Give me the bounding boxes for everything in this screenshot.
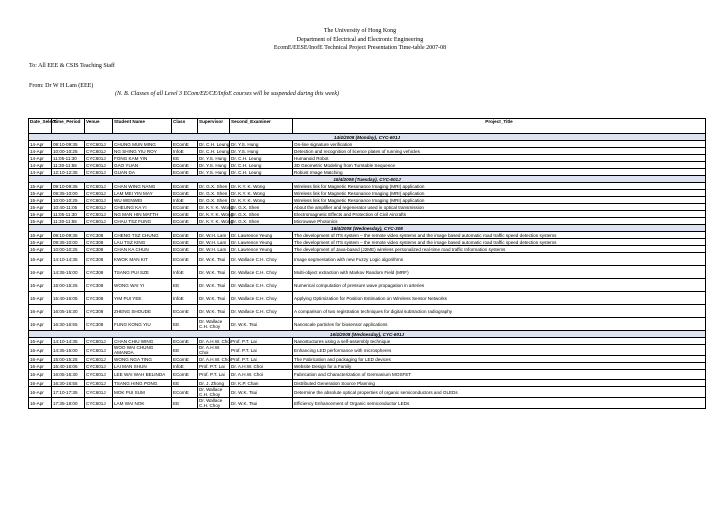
- cell-examiner: Dr. Lawrence Yeung: [230, 239, 293, 246]
- cell-student: KWOK MAN KIT: [113, 253, 172, 266]
- cell-student: WOO WAI CHUNG AMANDA: [113, 345, 172, 356]
- cell-time: 16:30-16:55: [52, 318, 85, 331]
- cell-time: 11:30-11:55: [52, 218, 85, 225]
- cell-supervisor: Dr. W.H. Lam: [198, 246, 230, 253]
- cell-supervisor: Dr. K.Y. K. Wong: [199, 211, 234, 217]
- cell-date: 16-Apr: [29, 279, 52, 292]
- cell-date: 16-Apr: [29, 305, 52, 318]
- cell-student: MOK PUI SUM: [113, 387, 172, 398]
- cell-examiner: Prof. P.T. Lai: [230, 345, 293, 356]
- col-header-class: Class: [172, 119, 198, 134]
- table-row: [29, 253, 706, 266]
- section-title: 15/4/2008 (Tuesday), CYC-601J: [29, 176, 706, 183]
- table-row: [29, 292, 706, 305]
- cell-student: CHENG TSZ CHUNG: [113, 232, 172, 239]
- cell-venue: CYC308: [85, 292, 113, 305]
- cell-class: EE: [172, 380, 198, 387]
- cell-venue: CYC308: [85, 253, 113, 266]
- cell-venue: CYC601J: [85, 398, 113, 409]
- cell-time: 09:10-09:35: [52, 183, 85, 190]
- cell-supervisor: Prof. P.T. Lai: [198, 370, 230, 380]
- cell-class: EE: [172, 279, 198, 292]
- table-row: [29, 190, 706, 197]
- table-row: [29, 204, 706, 211]
- cell-date: 16-Apr: [29, 253, 52, 266]
- cell-supervisor: Dr. A.H.W. Choi: [199, 338, 231, 344]
- table-row: [29, 398, 706, 409]
- cell-time: 09:35-10:00: [52, 239, 85, 246]
- cell-venue: CYC601J: [85, 370, 113, 380]
- cell-student: WONG WAI YI: [113, 279, 172, 292]
- cell-time: 15:40-16:05: [52, 292, 85, 305]
- col-header-date: Date_Select: [29, 119, 52, 134]
- cell-date: 16-Apr: [29, 266, 52, 279]
- table-row: [29, 370, 706, 380]
- section-header: [29, 331, 706, 338]
- cell-venue: CYC601J: [85, 363, 113, 370]
- cell-venue: CYC308: [85, 239, 113, 246]
- cell-time: 15:40-16:05: [52, 363, 85, 370]
- cell-time: 14:10-14:35: [52, 253, 85, 266]
- cell-class: EComE: [172, 239, 198, 246]
- cell-supervisor: Dr. G.X. Shen: [198, 190, 230, 197]
- cell-student: FONG KAM YIN: [113, 155, 172, 162]
- table-row: [29, 380, 706, 387]
- table-row: [29, 197, 706, 204]
- table-row: [29, 363, 706, 370]
- cell-examiner: Dr. Wallace C.H. Choy: [230, 292, 293, 305]
- cell-time: 17:35-18:00: [52, 398, 85, 409]
- cell-date: 16-Apr: [29, 318, 52, 331]
- cell-student: YIM PUI YEE: [113, 292, 172, 305]
- cell-examiner: Dr. Lawrence Yeung: [230, 232, 293, 239]
- col-header-supervisor: Supervisor: [198, 119, 230, 134]
- cell-title: 3D Geometric Modeling from Turntable Sequence: [293, 162, 706, 169]
- cell-examiner: Dr. C.H. Leung: [230, 155, 293, 162]
- cell-supervisor: Prof. P.T. Lai: [198, 363, 230, 370]
- memo-to: To: All EEE & CSIS Teaching Staff: [29, 63, 115, 69]
- document-title: EcomE/EESE/InofE Technical Project Presentation Time-table 2007-08: [273, 45, 447, 51]
- table-row: [29, 211, 706, 218]
- cell-class: EComE: [172, 190, 198, 197]
- cell-title: Nanostuctures using a self-assembly technique: [293, 338, 706, 345]
- cell-examiner: Dr. W.K. Tsui: [230, 398, 293, 409]
- cell-supervisor: Dr. Y.S. Hung: [198, 155, 230, 162]
- cell-supervisor: Dr. C.H. Leung: [199, 148, 230, 154]
- cell-title: Wireless link for Magnetic Resonance Imaging (MRI) application: [293, 183, 706, 190]
- cell-title: Multi-object extraction with Markov Random Field (MRF): [293, 266, 706, 279]
- col-header-time: Time_Period: [52, 119, 85, 134]
- cell-venue: CYC601J: [85, 197, 113, 204]
- header-row: [29, 119, 706, 134]
- cell-student: CHEUNG KA YI: [113, 204, 172, 211]
- cell-date: 16-Apr: [29, 387, 52, 398]
- cell-date: 15-Apr: [29, 197, 52, 204]
- cell-class: EComE: [172, 356, 198, 363]
- cell-examiner: Dr. Wallace C.H. Choy: [230, 266, 293, 279]
- cell-venue: CYC601J: [85, 211, 113, 218]
- cell-supervisor: Dr. W.K. Tsui: [198, 305, 230, 318]
- cell-class: InfoE: [172, 292, 198, 305]
- table-row: [29, 141, 706, 148]
- cell-supervisor: Dr. W.K. Tsui: [198, 292, 230, 305]
- cell-venue: CYC601J: [85, 162, 113, 169]
- cell-student: NG MAN HIN MATTH: [113, 211, 172, 218]
- cell-title: Robust Image Matching: [293, 169, 706, 176]
- cell-student: LAM MEI YIN MAY: [113, 190, 172, 197]
- cell-venue: CYC601J: [85, 183, 113, 190]
- cell-title: Determine the absolute optical properties of organic semiconductors and OLEDs: [293, 387, 706, 398]
- cell-supervisor: Dr. G.X. Shen: [198, 197, 230, 204]
- cell-title: Wireless link for Magnetic Resonance Imaging (MRI) application: [293, 197, 706, 204]
- cell-venue: CYC601J: [85, 338, 113, 345]
- cell-student: ZHENG SHOUDE: [113, 305, 172, 318]
- cell-student: LAM WAI NOK: [113, 398, 172, 409]
- table-row: [29, 246, 706, 253]
- cell-supervisor: Dr. W.K. Tsui: [198, 279, 230, 292]
- cell-date: 16-Apr: [29, 363, 52, 370]
- col-header-title: Project_Title: [293, 119, 706, 134]
- cell-title: Humanoid Robot: [293, 155, 706, 162]
- cell-time: 12:10-12:35: [52, 169, 85, 176]
- memo-note: (N. B. Classes of all Level 3 ECom/EE/CE/InfoE courses will be suspended during this week): [115, 91, 339, 97]
- cell-supervisor: Dr. K.Y. K. Wong: [199, 218, 234, 224]
- cell-venue: CYC308: [85, 305, 113, 318]
- cell-class: EComE: [172, 141, 198, 148]
- table-row: [29, 169, 706, 176]
- cell-class: InfoE: [172, 197, 198, 204]
- cell-venue: CYC601J: [85, 380, 113, 387]
- table-row: [29, 318, 706, 331]
- col-header-examiner: Second_Examiner: [230, 119, 293, 134]
- cell-examiner: Dr. Wallace C.H. Choy: [230, 279, 293, 292]
- cell-time: 15:00-15:25: [52, 279, 85, 292]
- col-header-venue: Venue: [85, 119, 113, 134]
- timetable-body: [29, 134, 706, 409]
- cell-student: TSANG HING PONG: [113, 380, 172, 387]
- cell-time: 16:05-16:30: [52, 305, 85, 318]
- cell-venue: CYC308: [85, 246, 113, 253]
- cell-date: 16-Apr: [29, 292, 52, 305]
- cell-examiner: Dr. C.H. Leung: [230, 162, 293, 169]
- table-row: [29, 239, 706, 246]
- cell-venue: CYC601J: [85, 169, 113, 176]
- cell-title: Website Design for a Family: [293, 363, 706, 370]
- cell-title: Detection and recognition of licence plates of running vehicles: [293, 148, 706, 155]
- cell-title: The development of ITS system – the remote video systems and the image based automatic road traffic speed detection systems: [293, 232, 706, 239]
- cell-date: 16-Apr: [29, 345, 52, 356]
- cell-supervisor: Dr. Y.S. Hung: [198, 169, 230, 176]
- cell-examiner: Dr. Lawrence Yeung: [230, 246, 293, 253]
- cell-supervisor: Dr. W.K. Tsui: [198, 266, 230, 279]
- cell-supervisor: Dr. G.X. Shen: [198, 183, 230, 190]
- cell-supervisor: Dr. K.Y. K. Wong: [199, 204, 234, 210]
- cell-time: 14:35-15:00: [52, 345, 85, 356]
- table-row: [29, 387, 706, 398]
- cell-title: Nanoscale particles for biosensor applications: [293, 318, 706, 331]
- cell-class: EE: [172, 155, 198, 162]
- cell-time: 11:05-11:30: [52, 211, 85, 218]
- cell-title: Numerical computation of pressure wave propagation in arteries: [293, 279, 706, 292]
- cell-venue: CYC601J: [85, 218, 113, 225]
- cell-examiner: Dr. K.Y. K. Wong: [230, 197, 293, 204]
- cell-supervisor: Dr. Wallace C.H. Choy: [198, 398, 230, 409]
- cell-student: GAO YUAN: [113, 162, 172, 169]
- cell-supervisor: Dr. W.H. Lam: [198, 239, 230, 246]
- cell-time: 14:10-14:35: [52, 338, 85, 345]
- cell-class: EComE: [172, 169, 198, 176]
- cell-student: WU WENWEI: [113, 197, 172, 204]
- section-header: [29, 225, 706, 232]
- cell-student: FUNG KONG YIU: [113, 318, 172, 331]
- cell-time: 15:00-15:25: [52, 356, 85, 363]
- cell-date: 16-Apr: [29, 356, 52, 363]
- cell-title: The development of ITS system – the remote video systems and the image based automatic road traffic speed detection systems: [293, 239, 706, 246]
- cell-examiner: Dr. A.H.W. Choi: [230, 370, 293, 380]
- cell-time: 11:30-11:55: [52, 162, 85, 169]
- cell-title: Image segmentation with new Fuzzy Logic algorithms: [293, 253, 706, 266]
- cell-title: Efficiency Enhancement of Organic semiconductor LEDs: [293, 398, 706, 409]
- cell-date: 16-Apr: [29, 338, 52, 345]
- cell-venue: CYC601J: [85, 155, 113, 162]
- cell-date: 16-Apr: [29, 246, 52, 253]
- cell-date: 16-Apr: [29, 370, 52, 380]
- cell-date: 14-Apr: [29, 141, 52, 148]
- table-row: [29, 338, 706, 345]
- cell-title: Electromagnetic Effects and Protection of Civil Aircrafts: [293, 211, 706, 218]
- cell-student: LAU TSZ KING: [113, 239, 172, 246]
- cell-supervisor: Dr. Wallace C.H. Choy: [198, 318, 230, 331]
- cell-supervisor: Dr. J. Zhong: [198, 380, 230, 387]
- cell-supervisor: Dr. W.H. Lam: [198, 232, 230, 239]
- section-title: 16/4/2008 (Wednesday), CYC-308: [29, 225, 706, 232]
- cell-title: Distributed Generation Source Planning: [293, 380, 706, 387]
- cell-student: WONG NGA TING: [113, 356, 172, 363]
- cell-examiner: Dr. K.P. Chan: [230, 380, 293, 387]
- cell-examiner: Dr. C.H. Leung: [230, 169, 293, 176]
- cell-date: 14-Apr: [29, 155, 52, 162]
- cell-examiner: Prof. P.T. Lai: [230, 338, 293, 345]
- cell-supervisor: Dr. A.H.W. Choi: [198, 345, 230, 356]
- cell-venue: CYC308: [85, 318, 113, 331]
- cell-venue: CYC601J: [85, 204, 113, 211]
- cell-class: EComE: [172, 246, 198, 253]
- cell-time: 16:05-16:30: [52, 370, 85, 380]
- cell-examiner: Dr. W.K. Tsui: [230, 387, 293, 398]
- cell-student: NG SHING YIU ROY: [113, 148, 172, 155]
- cell-examiner: Prof. P.T. Lai: [230, 356, 293, 363]
- cell-student: CHAU TSZ FUNG: [113, 218, 172, 225]
- cell-student: LEE WAI WAH BELINDA: [113, 370, 172, 380]
- cell-examiner: Dr. G.X. Shen: [230, 204, 293, 211]
- section-title: 16/4/2008 (Wednesday), CYC-601J: [29, 331, 706, 338]
- cell-venue: CYC308: [85, 232, 113, 239]
- cell-date: 16-Apr: [29, 239, 52, 246]
- cell-time: 10:00-10:25: [52, 246, 85, 253]
- cell-student: CHUNG MUN MING: [113, 141, 172, 148]
- cell-class: EComE: [172, 305, 198, 318]
- timetable: [28, 118, 706, 409]
- table-row: [29, 183, 706, 190]
- cell-class: EComE: [172, 232, 198, 239]
- department-name: Department of Electrical and Electronic Engineering: [296, 37, 424, 43]
- cell-supervisor: Dr. Wallace C.H. Choy: [198, 387, 230, 398]
- table-row: [29, 232, 706, 239]
- cell-time: 10:40-11:05: [52, 204, 85, 211]
- cell-time: 09:10-09:35: [52, 141, 85, 148]
- cell-class: InfoE: [172, 266, 198, 279]
- cell-time: 09:10-09:35: [52, 232, 85, 239]
- cell-venue: CYC601J: [85, 356, 113, 363]
- cell-student: CHAN CHIU WING: [113, 338, 172, 345]
- cell-title: On-line signature verification: [293, 141, 706, 148]
- cell-class: EComE: [172, 218, 198, 225]
- section-header: [29, 134, 706, 141]
- cell-venue: CYC601J: [85, 345, 113, 356]
- cell-venue: CYC308: [85, 279, 113, 292]
- cell-time: 10:00-10:25: [52, 197, 85, 204]
- section-header: [29, 176, 706, 183]
- cell-time: 17:10-17:35: [52, 387, 85, 398]
- cell-class: EComE: [172, 162, 198, 169]
- cell-date: 14-Apr: [29, 148, 52, 155]
- cell-student: CHAN KA CHUN: [113, 246, 172, 253]
- cell-title: Wireless link for Magnetic Resonance Imaging (MRI) application: [293, 190, 706, 197]
- cell-supervisor: Dr. W.K. Tsui: [198, 253, 230, 266]
- cell-time: 16:30-16:55: [52, 380, 85, 387]
- cell-title: The development of Java-based (J2ME) wireless personalized real-time road traffic Information systems: [293, 246, 706, 253]
- cell-date: 15-Apr: [29, 190, 52, 197]
- cell-class: EComE: [172, 183, 198, 190]
- cell-student: TSANG PUI SZE: [113, 266, 172, 279]
- cell-venue: CYC308: [85, 266, 113, 279]
- table-row: [29, 279, 706, 292]
- university-name: The University of Hong Kong: [323, 28, 397, 34]
- cell-class: EE: [172, 318, 198, 331]
- cell-examiner: Dr. G.X. Shen: [230, 218, 293, 225]
- cell-student: GUAN DA: [113, 169, 172, 176]
- cell-date: 16-Apr: [29, 232, 52, 239]
- cell-supervisor: Dr. C.H. Leung: [199, 141, 230, 147]
- cell-date: 15-Apr: [29, 183, 52, 190]
- cell-class: EE: [172, 345, 198, 356]
- cell-date: 16-Apr: [29, 398, 52, 409]
- cell-examiner: Dr. K.Y. K. Wong: [230, 190, 293, 197]
- cell-title: The Fabrication and packaging for LED devices: [293, 356, 706, 363]
- cell-examiner: Dr. Y.S. Hung: [230, 148, 293, 155]
- cell-date: 15-Apr: [29, 204, 52, 211]
- cell-class: InfoE: [172, 148, 198, 155]
- cell-examiner: Dr. G.X. Shen: [230, 211, 293, 218]
- cell-class: EComE: [172, 211, 198, 218]
- cell-venue: CYC601J: [85, 387, 113, 398]
- cell-class: EComE: [172, 387, 198, 398]
- table-row: [29, 305, 706, 318]
- table-row: [29, 155, 706, 162]
- cell-examiner: Dr. K.Y. K. Wong: [230, 183, 293, 190]
- cell-student: CHAN WING NANG: [113, 183, 172, 190]
- cell-venue: CYC601J: [85, 190, 113, 197]
- cell-time: 14:35-15:00: [52, 266, 85, 279]
- cell-time: 11:05-11:30: [52, 155, 85, 162]
- cell-title: Enhancing LED performance with microspheres: [293, 345, 706, 356]
- cell-time: 09:35-10:00: [52, 190, 85, 197]
- cell-class: EE: [172, 398, 198, 409]
- cell-date: 14-Apr: [29, 162, 52, 169]
- cell-student: LAI MAN SHUN: [113, 363, 172, 370]
- section-title: 14/4/2008 (Monday), CYC-601J: [29, 134, 706, 141]
- table-row: [29, 356, 706, 363]
- cell-time: 10:00-10:25: [52, 148, 85, 155]
- cell-examiner: Dr. A.H.W. Choi: [230, 363, 293, 370]
- cell-date: 16-Apr: [29, 380, 52, 387]
- cell-title: Microwave Photonics: [293, 218, 706, 225]
- cell-supervisor: Dr. A.H.W. Choi: [199, 356, 231, 362]
- cell-supervisor: Dr. Y.S. Hung: [198, 162, 230, 169]
- cell-venue: CYC601J: [85, 141, 113, 148]
- table-row: [29, 266, 706, 279]
- col-header-student: Student Name: [113, 119, 172, 134]
- cell-date: 14-Apr: [29, 169, 52, 176]
- cell-class: EComE: [172, 338, 198, 345]
- cell-examiner: Dr. Y.S. Hung: [230, 141, 293, 148]
- memo-from: From: Dr W H Lam (EEE): [29, 83, 94, 89]
- cell-date: 15-Apr: [29, 211, 52, 218]
- cell-examiner: Dr. W.K. Tsui: [230, 318, 293, 331]
- table-row: [29, 345, 706, 356]
- cell-class: EComE: [172, 204, 198, 211]
- cell-title: A comparison of two registration techniques for digital subtraction radiography: [293, 305, 706, 318]
- cell-class: EComE: [172, 253, 198, 266]
- cell-title: Applying Optimization for Position Estimation on Wireless Sensor Networks: [293, 292, 706, 305]
- cell-date: 15-Apr: [29, 218, 52, 225]
- cell-examiner: Dr. Wallace C.H. Choy: [230, 253, 293, 266]
- cell-title: Fabrication and Characterization of Germanium MOSFET: [293, 370, 706, 380]
- cell-title: About the amplifier and regenerator used in optical transmission: [293, 204, 706, 211]
- table-row: [29, 218, 706, 225]
- cell-examiner: Dr. Wallace C.H. Choy: [230, 305, 293, 318]
- cell-class: InfoE: [172, 363, 198, 370]
- cell-class: EComE: [172, 370, 198, 380]
- table-row: [29, 162, 706, 169]
- table-row: [29, 148, 706, 155]
- cell-venue: CYC601J: [85, 148, 113, 155]
